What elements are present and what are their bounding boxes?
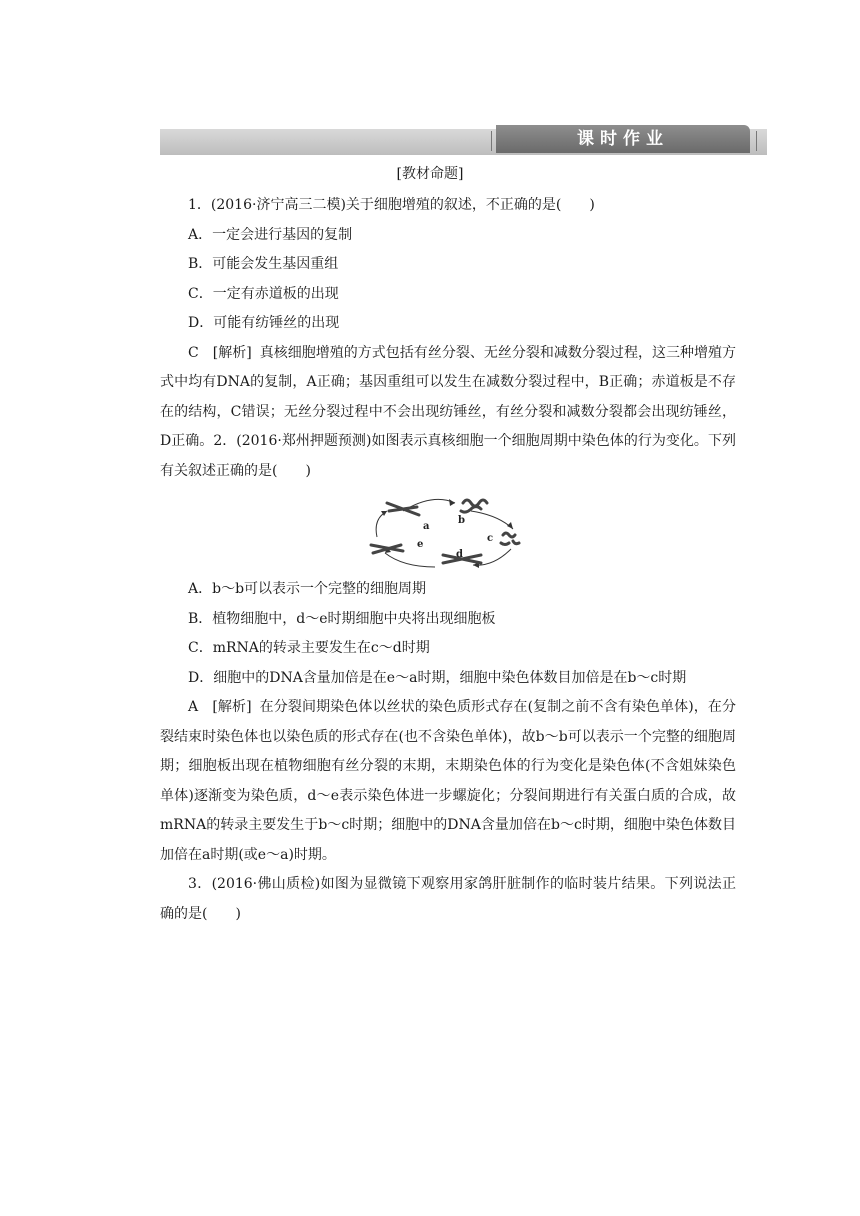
q1-option-b: B．可能会发生基因重组: [188, 256, 339, 272]
label-c: c: [487, 533, 494, 544]
section-label: [教材命题]: [396, 166, 464, 182]
q2-analysis: 在分裂间期染色体以丝状的染色质形式存在(复制之前不含有染色单体)，在分裂结束时染色体也以染色质的形式存在(也不含染色单体)，故b～b可以表示一个完整的细胞周期；细胞板出现在植物细胞有丝分裂的末期，末期染色体的行为变化是染色体(不含姐妹染色单体)逐渐变为染色质，d～e表示染色体进一步螺旋化；分裂间期进行有关蛋白质的合成，故mRNA的转录主要发生于b～c时期；细胞中的DNA含量加倍在b～c时期，细胞中染色体数目加倍在a时期(或e～a)时期。: [160, 699, 736, 863]
q1-option-d: D．可能有纺锤丝的出现: [188, 315, 340, 331]
q1-stem: 1．(2016·济宁高三二模)关于细胞增殖的叙述，不正确的是( ): [188, 197, 595, 213]
q2-option-c: C．mRNA的转录主要发生在c～d时期: [188, 640, 430, 656]
q1-answer-paragraph: [160, 339, 736, 487]
q2-option-a: A．b～b可以表示一个完整的细胞周期: [188, 581, 427, 597]
section-banner: [160, 125, 767, 157]
q1-option-c: C．一定有赤道板的出现: [188, 285, 339, 302]
q2-answer: A: [188, 699, 199, 715]
banner-tick-left: [491, 131, 492, 151]
q2-analysis-tag: [解析]: [212, 699, 252, 715]
q2-answer-paragraph: [160, 693, 736, 870]
q3-stem: 3．(2016·佛山质检)如图为显微镜下观察用家鸽肝脏制作的临时装片结果。下列说法正确的是( ): [160, 876, 736, 922]
q1-analysis-tag: [解析]: [212, 344, 252, 361]
q2-stem: 2．(2016·郑州押题预测)如图表示真核细胞一个细胞周期中染色体的行为变化。下列有关叙述正确的是( ): [160, 433, 736, 479]
arrow-e-a: [376, 511, 387, 537]
banner-title: 课时作业: [496, 125, 750, 153]
q2-option-d: D．细胞中的DNA含量加倍是在e～a时期，细胞中染色体数目加倍是在b～c时期: [188, 669, 687, 686]
q2-option-b: B．植物细胞中，d～e时期细胞中央将出现细胞板: [188, 610, 496, 627]
q1-option-a: A．一定会进行基因的复制: [188, 226, 353, 243]
chromosome-c: [503, 533, 515, 537]
arrow-b-c: [471, 511, 513, 529]
q1-analysis: 真核细胞增殖的方式包括有丝分裂、无丝分裂和减数分裂过程，这三种增殖方式中均有DNA的复制，A正确；基因重组可以发生在减数分裂过程中，B正确；赤道板是不存在的结构，C错误；无丝分裂过程中不会出现纺锤丝，有丝分裂和减数分裂都会出现纺锤丝，D正确。: [160, 344, 737, 449]
label-b: b: [458, 515, 465, 526]
cell-cycle-diagram: [363, 489, 533, 573]
label-d: d: [456, 549, 463, 560]
q1-answer: C: [188, 344, 199, 361]
label-e: e: [417, 539, 424, 550]
arrow-d-e: [385, 553, 435, 567]
document-body: [160, 191, 736, 929]
banner-tick-right: [756, 131, 757, 151]
label-a: a: [423, 521, 430, 532]
